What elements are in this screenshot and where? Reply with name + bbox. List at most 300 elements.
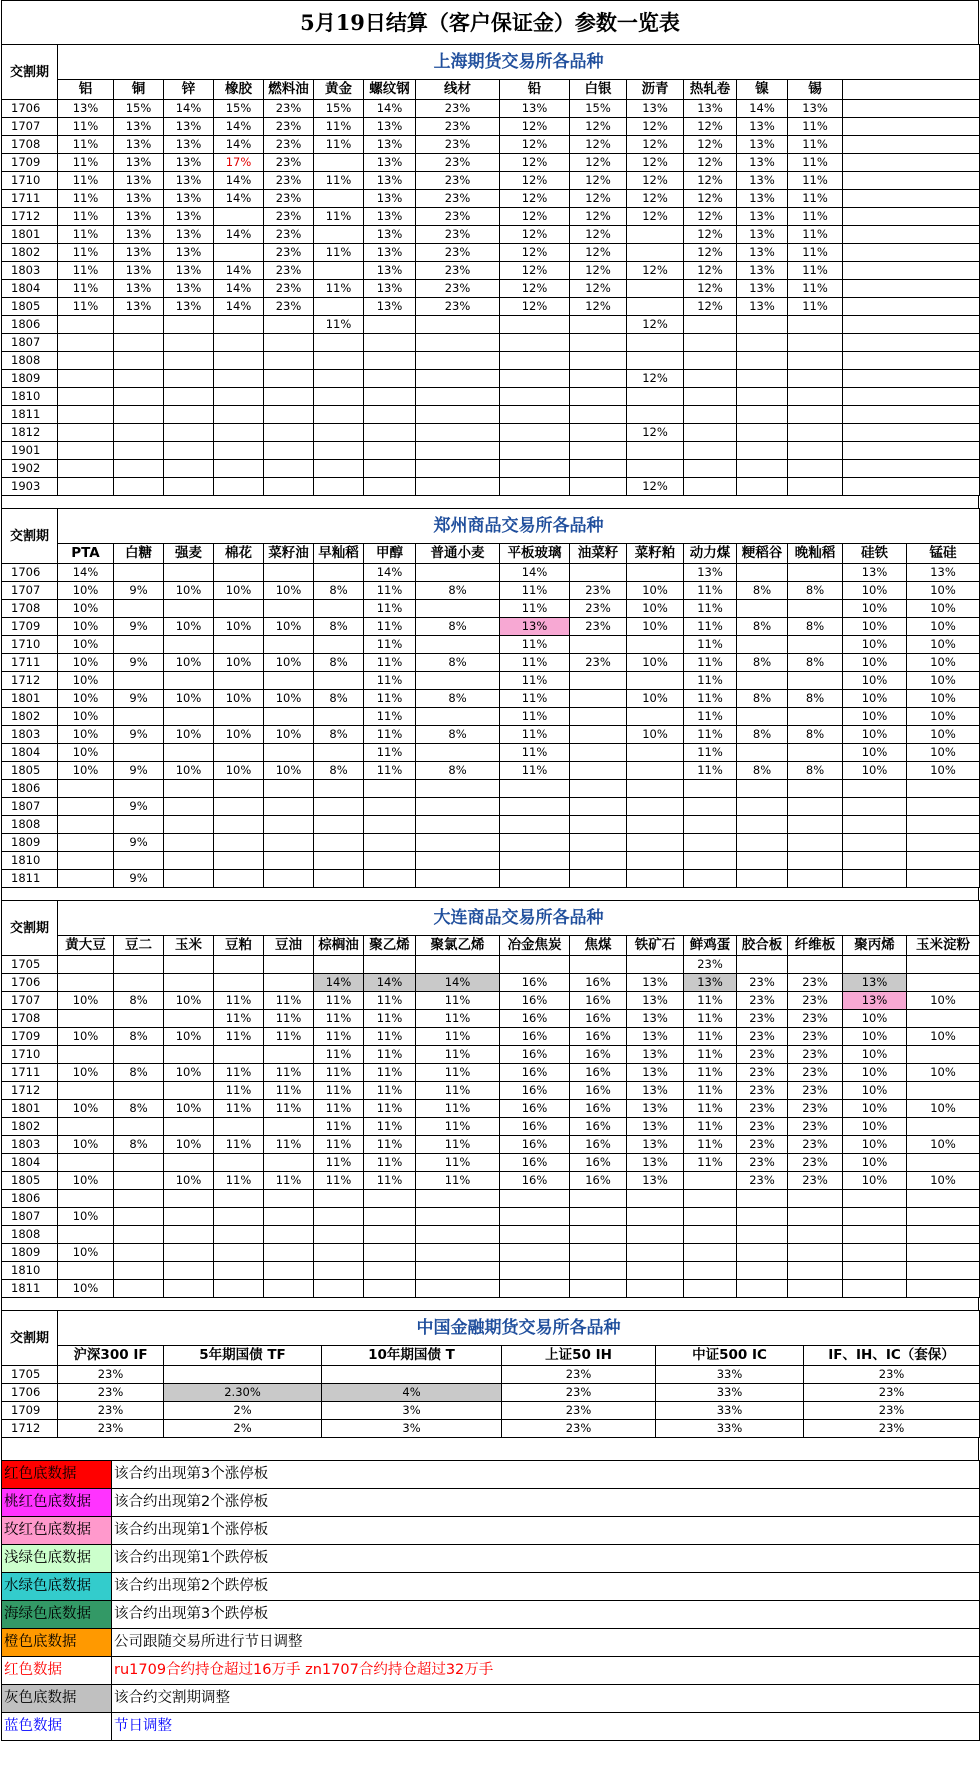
margin-cell: 11% (214, 1172, 264, 1190)
margin-cell: 13% (114, 136, 164, 154)
margin-cell: 14% (364, 100, 416, 118)
margin-cell (570, 1190, 627, 1208)
margin-cell: 9% (114, 582, 164, 600)
margin-cell: 10% (843, 744, 907, 762)
margin-cell (416, 334, 500, 352)
margin-cell (164, 708, 214, 726)
margin-cell: 10% (907, 1136, 980, 1154)
margin-cell (58, 1046, 114, 1064)
margin-cell: 23% (737, 1010, 788, 1028)
margin-cell: 14% (214, 172, 264, 190)
margin-cell (737, 672, 788, 690)
margin-cell: 12% (684, 280, 737, 298)
margin-cell: 13% (164, 280, 214, 298)
delivery-period: 1804 (2, 280, 58, 298)
delivery-period: 1706 (2, 564, 58, 582)
margin-cell: 12% (684, 226, 737, 244)
margin-cell (314, 816, 364, 834)
margin-cell: 23% (737, 1100, 788, 1118)
margin-cell: 23% (570, 582, 627, 600)
table-row (2, 1172, 980, 1190)
margin-cell (214, 352, 264, 370)
delivery-period: 1710 (2, 636, 58, 654)
margin-cell: 13% (737, 190, 788, 208)
empty-cell (843, 442, 980, 460)
delivery-period: 1806 (2, 1190, 58, 1208)
margin-cell: 13% (907, 564, 980, 582)
margin-cell: 10% (843, 1118, 907, 1136)
margin-cell (264, 744, 314, 762)
margin-cell (416, 600, 500, 618)
margin-cell: 11% (364, 744, 416, 762)
table-row (2, 1244, 980, 1262)
margin-cell: 11% (214, 1028, 264, 1046)
margin-cell: 11% (684, 600, 737, 618)
margin-cell (907, 1226, 980, 1244)
margin-cell (737, 442, 788, 460)
table-row (2, 1366, 980, 1384)
margin-cell: 14% (214, 136, 264, 154)
empty-cell (843, 208, 980, 226)
margin-cell (214, 636, 264, 654)
product-header: PTA (58, 544, 114, 564)
margin-cell (907, 1046, 980, 1064)
margin-cell: 12% (500, 262, 570, 280)
margin-cell: 10% (627, 600, 684, 618)
margin-cell (843, 1280, 907, 1298)
margin-cell: 10% (58, 1064, 114, 1082)
margin-cell: 13% (114, 280, 164, 298)
margin-cell (627, 1226, 684, 1244)
margin-cell: 10% (843, 600, 907, 618)
delivery-period: 1711 (2, 190, 58, 208)
table-row (2, 1384, 980, 1402)
margin-cell: 23% (264, 280, 314, 298)
margin-cell (737, 956, 788, 974)
margin-cell (214, 460, 264, 478)
margin-cell: 13% (114, 226, 164, 244)
margin-cell (570, 1226, 627, 1244)
margin-cell (214, 406, 264, 424)
margin-cell: 14% (214, 190, 264, 208)
margin-cell: 12% (684, 154, 737, 172)
margin-cell: 11% (684, 762, 737, 780)
margin-cell (58, 406, 114, 424)
delivery-period: 1810 (2, 1262, 58, 1280)
margin-cell: 8% (788, 690, 843, 708)
margin-cell: 23% (416, 172, 500, 190)
margin-cell: 12% (500, 136, 570, 154)
margin-cell: 13% (627, 1064, 684, 1082)
margin-cell: 23% (58, 1384, 164, 1402)
delivery-period: 1808 (2, 352, 58, 370)
margin-cell (684, 1262, 737, 1280)
margin-cell: 8% (114, 1100, 164, 1118)
margin-cell: 12% (570, 280, 627, 298)
table-row (2, 956, 980, 974)
margin-cell: 11% (314, 1136, 364, 1154)
margin-cell (737, 406, 788, 424)
margin-cell (164, 478, 214, 496)
margin-cell (214, 208, 264, 226)
margin-cell: 10% (843, 1172, 907, 1190)
margin-cell: 10% (907, 672, 980, 690)
margin-cell (114, 852, 164, 870)
margin-cell: 11% (364, 1028, 416, 1046)
margin-cell: 11% (214, 1010, 264, 1028)
margin-cell (416, 442, 500, 460)
margin-cell (58, 334, 114, 352)
margin-cell: 10% (843, 672, 907, 690)
margin-cell (58, 388, 114, 406)
margin-cell (314, 564, 364, 582)
margin-cell (314, 956, 364, 974)
margin-cell: 23% (416, 244, 500, 262)
table-row (2, 636, 980, 654)
margin-cell: 13% (627, 1010, 684, 1028)
margin-cell: 11% (364, 672, 416, 690)
margin-cell (627, 870, 684, 888)
margin-cell (570, 636, 627, 654)
margin-cell: 11% (264, 1064, 314, 1082)
margin-cell: 10% (58, 992, 114, 1010)
margin-cell: 13% (684, 974, 737, 992)
delivery-period: 1803 (2, 262, 58, 280)
margin-cell: 33% (656, 1384, 804, 1402)
margin-cell: 10% (843, 762, 907, 780)
margin-cell (684, 816, 737, 834)
empty-cell (843, 80, 980, 100)
table-row (2, 798, 980, 816)
margin-cell (907, 1190, 980, 1208)
table-row (2, 154, 980, 172)
margin-cell (500, 442, 570, 460)
margin-cell (737, 1280, 788, 1298)
margin-cell (907, 798, 980, 816)
delivery-period: 1901 (2, 442, 58, 460)
margin-cell: 23% (416, 280, 500, 298)
margin-cell: 10% (627, 618, 684, 636)
margin-cell: 9% (114, 618, 164, 636)
delivery-period: 1802 (2, 244, 58, 262)
margin-cell: 10% (58, 1280, 114, 1298)
margin-cell: 15% (114, 100, 164, 118)
margin-cell: 12% (570, 136, 627, 154)
margin-cell (684, 852, 737, 870)
margin-cell (500, 780, 570, 798)
margin-cell (114, 316, 164, 334)
product-header: 锡 (788, 80, 843, 100)
margin-cell (627, 708, 684, 726)
margin-cell: 23% (570, 618, 627, 636)
margin-cell: 11% (788, 208, 843, 226)
margin-cell (314, 298, 364, 316)
margin-cell: 23% (58, 1420, 164, 1438)
margin-cell: 11% (58, 244, 114, 262)
product-header: 棉花 (214, 544, 264, 564)
margin-cell: 12% (570, 298, 627, 316)
margin-cell (788, 460, 843, 478)
margin-cell (737, 600, 788, 618)
margin-cell (214, 1262, 264, 1280)
margin-cell (684, 1280, 737, 1298)
margin-cell: 10% (907, 600, 980, 618)
margin-cell: 11% (364, 1172, 416, 1190)
margin-cell: 23% (264, 100, 314, 118)
margin-cell: 11% (416, 1172, 500, 1190)
table-row (2, 744, 980, 762)
margin-cell: 8% (416, 762, 500, 780)
margin-cell: 13% (627, 974, 684, 992)
margin-cell: 3% (322, 1402, 502, 1420)
margin-cell: 16% (500, 1118, 570, 1136)
margin-cell: 2% (164, 1420, 322, 1438)
margin-cell (737, 388, 788, 406)
margin-cell: 11% (500, 636, 570, 654)
margin-cell (264, 1262, 314, 1280)
product-header: 甲醇 (364, 544, 416, 564)
margin-cell (907, 834, 980, 852)
margin-cell (114, 780, 164, 798)
margin-cell: 10% (164, 1064, 214, 1082)
margin-cell: 12% (684, 298, 737, 316)
margin-cell (907, 956, 980, 974)
margin-cell (114, 460, 164, 478)
table-row (2, 244, 980, 262)
margin-cell (264, 442, 314, 460)
margin-cell (364, 406, 416, 424)
margin-cell (737, 852, 788, 870)
margin-cell (570, 1244, 627, 1262)
margin-cell: 16% (500, 992, 570, 1010)
delivery-period: 1708 (2, 1010, 58, 1028)
margin-cell: 13% (737, 208, 788, 226)
margin-cell (570, 762, 627, 780)
margin-cell: 10% (58, 618, 114, 636)
margin-cell: 10% (58, 726, 114, 744)
margin-cell: 23% (737, 1046, 788, 1064)
margin-cell (364, 816, 416, 834)
margin-cell (570, 870, 627, 888)
margin-cell: 12% (684, 172, 737, 190)
margin-cell: 10% (164, 1136, 214, 1154)
margin-cell: 13% (627, 1046, 684, 1064)
margin-cell: 11% (364, 582, 416, 600)
margin-cell: 11% (684, 1010, 737, 1028)
margin-cell: 11% (264, 1028, 314, 1046)
margin-cell (843, 1208, 907, 1226)
margin-cell: 10% (214, 618, 264, 636)
margin-cell: 11% (684, 636, 737, 654)
margin-cell (314, 478, 364, 496)
margin-cell: 11% (58, 190, 114, 208)
margin-cell (416, 956, 500, 974)
margin-cell (164, 1280, 214, 1298)
margin-cell (500, 1244, 570, 1262)
section-title-row (2, 1311, 980, 1346)
margin-cell: 11% (58, 136, 114, 154)
table-row (2, 1420, 980, 1438)
empty-cell (843, 370, 980, 388)
margin-cell (416, 852, 500, 870)
margin-cell (58, 316, 114, 334)
delivery-period: 1712 (2, 672, 58, 690)
margin-cell (164, 852, 214, 870)
margin-cell: 13% (364, 172, 416, 190)
table-row (2, 1010, 980, 1028)
margin-cell: 11% (214, 1064, 264, 1082)
table-row (2, 172, 980, 190)
margin-cell (58, 1154, 114, 1172)
margin-cell: 8% (314, 618, 364, 636)
margin-cell: 10% (843, 582, 907, 600)
margin-cell (314, 190, 364, 208)
margin-cell: 11% (364, 1082, 416, 1100)
margin-cell (114, 1172, 164, 1190)
table-row (2, 1082, 980, 1100)
margin-cell: 10% (843, 1028, 907, 1046)
margin-cell: 11% (58, 118, 114, 136)
empty-cell (843, 460, 980, 478)
margin-cell: 13% (843, 974, 907, 992)
margin-cell: 11% (788, 262, 843, 280)
margin-cell (264, 672, 314, 690)
legend-swatch-label: 红色数据 (2, 1657, 112, 1685)
margin-cell: 14% (314, 974, 364, 992)
margin-cell: 23% (264, 262, 314, 280)
margin-cell: 13% (737, 244, 788, 262)
margin-cell: 11% (416, 1082, 500, 1100)
margin-cell: 13% (500, 100, 570, 118)
margin-cell: 23% (264, 226, 314, 244)
margin-cell: 11% (364, 1046, 416, 1064)
margin-cell (314, 226, 364, 244)
margin-cell: 11% (264, 1100, 314, 1118)
margin-cell: 16% (570, 1010, 627, 1028)
product-header: 冶金焦炭 (500, 936, 570, 956)
product-header-row (2, 1346, 980, 1366)
margin-cell: 16% (500, 1136, 570, 1154)
margin-cell: 11% (684, 1064, 737, 1082)
page-title: 5月19日结算（客户保证金）参数一览表 (1, 0, 979, 44)
product-header-row (2, 544, 980, 564)
table-row (2, 992, 980, 1010)
margin-cell (164, 1010, 214, 1028)
margin-cell: 12% (627, 172, 684, 190)
margin-cell (214, 974, 264, 992)
margin-cell: 10% (843, 708, 907, 726)
margin-cell: 14% (164, 100, 214, 118)
delivery-period: 1808 (2, 1226, 58, 1244)
margin-cell (788, 600, 843, 618)
margin-cell (164, 1082, 214, 1100)
margin-cell (114, 672, 164, 690)
margin-cell: 33% (656, 1402, 804, 1420)
margin-cell (164, 370, 214, 388)
margin-cell (364, 1244, 416, 1262)
empty-cell (843, 280, 980, 298)
margin-cell: 11% (500, 690, 570, 708)
margin-cell: 16% (500, 1082, 570, 1100)
margin-cell: 23% (416, 298, 500, 316)
margin-cell (314, 1280, 364, 1298)
margin-cell: 11% (314, 172, 364, 190)
margin-cell (264, 460, 314, 478)
margin-cell (214, 564, 264, 582)
margin-cell (114, 478, 164, 496)
margin-cell: 10% (907, 690, 980, 708)
margin-cell: 11% (788, 280, 843, 298)
section-title-row (2, 509, 980, 544)
margin-cell: 11% (788, 172, 843, 190)
empty-cell (843, 352, 980, 370)
margin-cell: 12% (627, 370, 684, 388)
margin-cell (907, 1262, 980, 1280)
margin-cell: 10% (264, 618, 314, 636)
margin-cell (737, 1262, 788, 1280)
table-row (2, 618, 980, 636)
delivery-period: 1801 (2, 690, 58, 708)
margin-cell (416, 316, 500, 334)
margin-cell (737, 352, 788, 370)
margin-cell (416, 672, 500, 690)
empty-cell (843, 154, 980, 172)
margin-cell: 13% (684, 564, 737, 582)
product-header: 黄大豆 (58, 936, 114, 956)
margin-cell: 13% (737, 136, 788, 154)
delivery-period: 1705 (2, 956, 58, 974)
margin-cell: 23% (788, 1154, 843, 1172)
empty-cell (843, 334, 980, 352)
margin-cell (164, 424, 214, 442)
margin-cell: 12% (627, 262, 684, 280)
margin-cell (264, 370, 314, 388)
margin-cell: 8% (788, 582, 843, 600)
margin-cell: 23% (264, 154, 314, 172)
delivery-period: 1706 (2, 974, 58, 992)
legend-swatch-label: 红色底数据 (2, 1461, 112, 1489)
legend-row (2, 1657, 980, 1685)
margin-cell (500, 388, 570, 406)
margin-cell (843, 956, 907, 974)
margin-cell (164, 956, 214, 974)
margin-cell: 13% (164, 262, 214, 280)
margin-cell (500, 870, 570, 888)
product-header: 胶合板 (737, 936, 788, 956)
margin-cell (314, 672, 364, 690)
margin-cell: 11% (314, 118, 364, 136)
table-row (2, 1402, 980, 1420)
margin-cell: 13% (164, 118, 214, 136)
margin-cell (214, 316, 264, 334)
margin-cell (314, 370, 364, 388)
margin-cell (214, 744, 264, 762)
margin-cell: 14% (364, 564, 416, 582)
margin-cell (164, 672, 214, 690)
margin-cell (214, 852, 264, 870)
margin-cell: 8% (416, 726, 500, 744)
table-row (2, 564, 980, 582)
margin-cell: 12% (684, 136, 737, 154)
table-row (2, 654, 980, 672)
margin-cell: 13% (627, 1172, 684, 1190)
margin-cell (314, 834, 364, 852)
margin-cell (737, 316, 788, 334)
margin-cell (627, 762, 684, 780)
margin-cell (58, 352, 114, 370)
exchange-name: 中国金融期货交易所各品种 (58, 1311, 980, 1346)
margin-cell (114, 424, 164, 442)
